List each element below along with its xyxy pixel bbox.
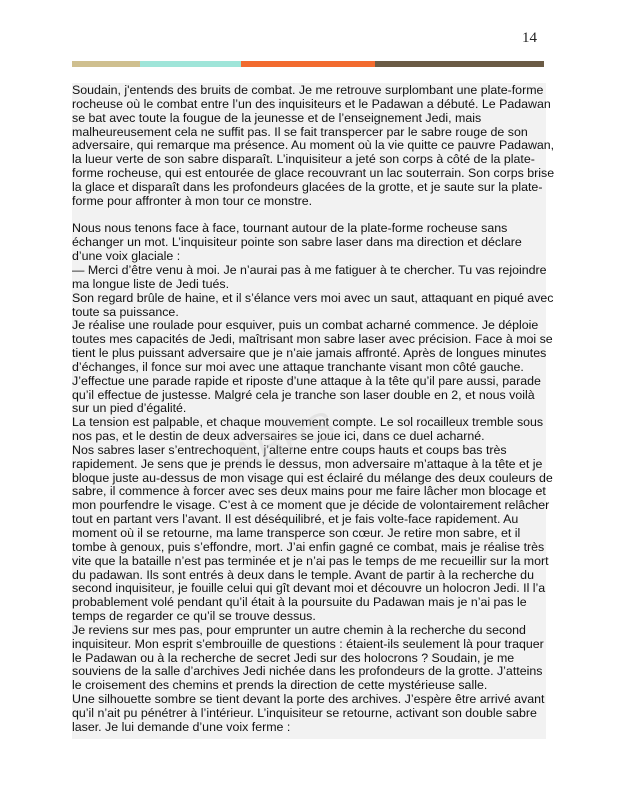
- text-line: mon pourfendre le visage. C’est à ce moment que je décide de volontairement relâcher: [72, 498, 550, 513]
- text-line: probablement volé pendant qu’il était à la poursuite du Padawan mais je n’ai pas le: [72, 595, 527, 610]
- bar-segment-cyan: [140, 61, 241, 67]
- paragraph: [72, 83, 555, 209]
- text-line: Son regard brûle de haine, et il s’élance vers moi avec un saut, attaquant en piqué avec: [72, 290, 554, 305]
- text-line: sabre, il commence à forcer avec ses deux mains pour me faire lâcher mon blocage et: [72, 484, 546, 499]
- text-line: d’échanges, il fonce sur moi avec une attaque tranchante visant mon côté gauche.: [72, 359, 524, 374]
- text-line: du padawan. Ils sont entrés à deux dans le temple. Avant de partir à la recherche du: [72, 567, 534, 582]
- text-line: toutes mes capacités de Jedi, maîtrisant mon sabre laser avec précision. Face à moi se: [72, 332, 553, 347]
- text-line: moment où il se retourne, ma lame transperce son cœur. Je retire mon sabre, et il: [72, 526, 521, 540]
- text-line: tout en partant vers l’avant. Il est déséquilibré, et je fais volte-face rapidement. Au: [72, 512, 519, 527]
- text-line: Nos sabres laser s’entrechoquent, j’alterne entre coups hauts et coups bas très: [72, 442, 507, 457]
- text-line: Une silhouette sombre se tient devant la porte des archives. J’espère être arrivé avant: [72, 692, 545, 707]
- text-line: le Padawan ou à la recherche de secret Jedi sur des holocrons ? Soudain, je me: [72, 650, 515, 665]
- bar-segment-tan: [72, 61, 140, 67]
- text-line: la lueur verte de son sabre disparaît. L’inquisiteur a jeté son corps à côté de la plate-: [72, 152, 535, 167]
- text-line: Je réalise une roulade pour esquiver, puis un combat acharné commence. Je déploie: [72, 318, 539, 333]
- text-line: rapidement. Je sens que je prends le dessus, mon adversaire m’attaque à la tête et je: [72, 456, 543, 471]
- watermark: ABPS: [225, 403, 341, 481]
- text-line: inquisiteur. Mon esprit s’embrouille de questions : étaient-ils seulement là pour traquer: [72, 636, 544, 651]
- text-line: ma longue liste de Jedi tués.: [72, 276, 230, 291]
- text-line: forme rocheuse, qui est entourée de glace recouvrant un lac souterrain. Son corps brise: [72, 166, 555, 181]
- text-line: Je reviens sur mes pas, pour emprunter un autre chemin à la recherche du second: [72, 622, 526, 637]
- text-line: second inquisiteur, je fouille celui qui gît devant moi et découvre un holocron Jedi. Il l’a: [72, 581, 546, 596]
- paragraph: [72, 221, 554, 734]
- story-text-block: [72, 83, 555, 739]
- text-line: qu’il effectue de justesse. Malgré cela je tranche son laser double en 2, et nous voilà: [72, 387, 535, 402]
- text-line: La tension est palpable, et chaque mouvement compte. Le sol rocailleux tremble sous: [72, 415, 544, 430]
- text-line: d’une voix glaciale :: [72, 249, 181, 264]
- text-line: tient le plus puissant adversaire que je n’aie jamais affronté. Après de longues minutes: [72, 346, 547, 361]
- text-line: sur un pied d’égalité.: [72, 401, 187, 416]
- header-color-bar: [72, 61, 544, 67]
- text-line: Soudain, j'entends des bruits de combat. Je me retrouve surplombant une plate-forme: [72, 83, 544, 97]
- text-line: laser. Je lui demande d’une voix ferme :: [72, 719, 291, 734]
- text-line: rocheuse où le combat entre l’un des inquisiteurs et le Padawan a débuté. Le Padawan: [72, 96, 551, 111]
- text-line: vite que la bataille n’est pas terminée et je n’ai pas le temps de me recueillir sur la mort: [72, 553, 549, 568]
- text-line: J’effectue une parade rapide et riposte d’une attaque à la tête qu’il pare aussi, parade: [72, 373, 541, 388]
- text-line: échanger un mot. L’inquisiteur pointe son sabre laser dans ma direction et déclare: [72, 235, 522, 250]
- text-line: tombe à genoux, puis s’effondre, mort. J’ai enfin gagné ce combat, mais je réalise très: [72, 539, 545, 554]
- text-line: toute sa puissance.: [72, 304, 179, 319]
- text-line: malheureusement cela ne suffit pas. Il se fait transpercer par le sabre rouge de son: [72, 124, 528, 139]
- bar-segment-brown: [375, 61, 544, 67]
- text-line: forme pour affronter à mon tour ce monstre.: [72, 193, 313, 208]
- bar-segment-orange: [241, 61, 375, 67]
- text-line: nos pas, et le destin de deux adversaires se joue ici, dans ce duel acharné.: [72, 429, 485, 444]
- text-line: adversaire, qui remarque ma présence. Au moment où la vie quitte ce pauvre Padawan,: [72, 138, 555, 153]
- text-line: le croisement des chemins et prends la direction de cette mystérieuse salle.: [72, 678, 488, 693]
- text-line: se bat avec toute la fougue de la jeunesse et de l’enseignement Jedi, mais: [72, 110, 482, 125]
- text-line: bloque juste au-dessus de mon visage qui est éclairé du mélange des deux couleurs de: [72, 470, 553, 485]
- text-line: la glace et disparaît dans les profondeurs glacées de la grotte, et je saute sur la plate-: [72, 179, 543, 194]
- text-line: — Merci d’être venu à moi. Je n’aurai pas à me fatiguer à te chercher. Tu vas rejoindre: [72, 262, 547, 277]
- text-line: Nous nous tenons face à face, tournant autour de la plate-forme rocheuse sans: [72, 221, 508, 236]
- text-line: souviens de la salle d’archives Jedi nichée dans les profondeurs de la grotte. J’atteins: [72, 664, 543, 679]
- page-number: 14: [522, 30, 537, 46]
- text-line: temps de regarder ce qu’il se trouve dessus.: [72, 609, 316, 624]
- paragraph-spacer: [72, 209, 546, 223]
- text-line: qu’il n’ait pu pénétrer à l’intérieur. L’inquisiteur se retourne, activant son double sabre: [72, 705, 537, 720]
